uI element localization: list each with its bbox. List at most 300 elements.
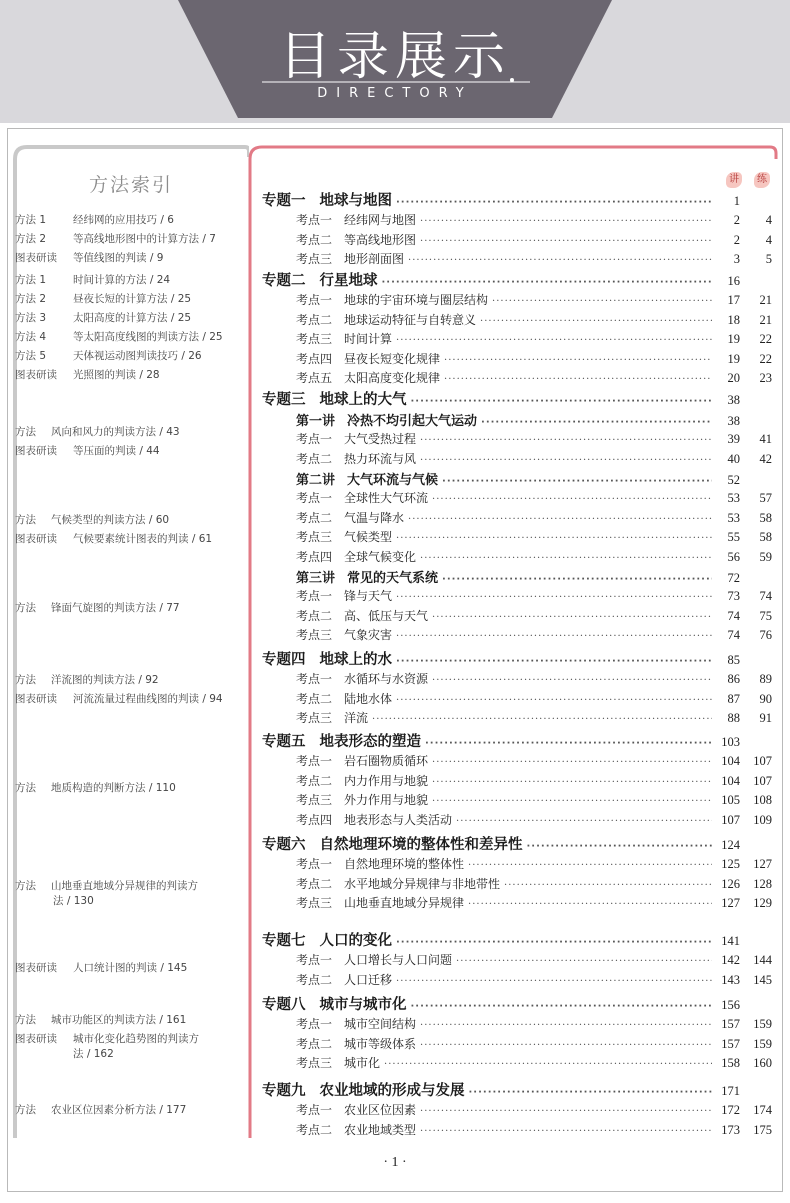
page-number: · 1 ·: [383, 1155, 407, 1170]
toc-point-number: 考点三: [296, 793, 333, 807]
toc-point[interactable]: [296, 1015, 772, 1032]
page-lecture: 56: [727, 549, 740, 564]
page-practice: 90: [759, 691, 772, 706]
toc-section[interactable]: [296, 469, 772, 488]
leader-dots: [396, 335, 712, 346]
header-banner: [0, 0, 790, 123]
page-practice: 4: [765, 232, 772, 247]
toc-topic-number: 专题八: [262, 997, 306, 1013]
toc-point[interactable]: [296, 607, 772, 624]
toc-point[interactable]: [296, 855, 772, 872]
method-kind: 图表研读: [15, 1033, 57, 1045]
toc-point[interactable]: [296, 670, 772, 687]
toc-topic-number: 专题五: [262, 734, 306, 750]
leader-dots: [432, 796, 712, 807]
toc-point[interactable]: [296, 690, 772, 707]
toc-topic[interactable]: [262, 648, 772, 669]
toc-point[interactable]: [296, 811, 772, 828]
toc-point-title: 城市等级体系: [344, 1036, 417, 1051]
toc-point-number: 考点一: [296, 754, 333, 768]
toc-point-title: 人口增长与人口问题: [344, 953, 453, 967]
page-practice: 128: [753, 876, 772, 891]
method-kind: 图表研读: [15, 693, 57, 705]
toc-point-title: 大气受热过程: [344, 432, 417, 446]
leader-dots: [432, 612, 712, 623]
method-entry: [15, 292, 243, 307]
method-entry: [15, 330, 243, 345]
leader-dots: [481, 417, 712, 428]
leader-dots: [420, 236, 712, 247]
method-kind: 方法 2: [15, 293, 47, 305]
toc-topic-number: 专题九: [262, 1083, 306, 1099]
page-lecture: 53: [727, 510, 740, 525]
toc-point[interactable]: [296, 772, 772, 789]
method-text: 太阳高度的计算方法 / 25: [73, 312, 192, 324]
toc-topic-number: 专题二: [262, 273, 306, 289]
toc-point[interactable]: [296, 875, 772, 892]
leader-dots: [408, 255, 712, 266]
toc-point-title: 太阳高度变化规律: [344, 371, 441, 385]
method-kind: 图表研读: [15, 533, 57, 545]
leader-dots: [384, 1059, 712, 1070]
method-kind: 方法 3: [15, 312, 47, 324]
method-entry: [15, 513, 243, 528]
leader-dots: [396, 197, 712, 208]
toc-point[interactable]: [296, 587, 772, 604]
method-entry: [15, 961, 243, 976]
toc-point[interactable]: [296, 291, 772, 308]
toc-point-number: 考点三: [296, 1056, 333, 1070]
leader-dots: [411, 396, 713, 407]
method-entry: [15, 368, 243, 383]
page-lecture: 38: [727, 393, 740, 407]
method-kind: 图表研读: [15, 369, 57, 381]
page-lecture: 103: [721, 735, 740, 749]
page-lecture: 88: [727, 711, 740, 725]
leader-dots: [456, 956, 712, 967]
leader-dots: [468, 899, 712, 910]
toc-point[interactable]: [296, 250, 772, 267]
leader-dots: [396, 631, 712, 642]
toc-point-title: 高、低压与天气: [344, 608, 429, 623]
leader-dots: [382, 277, 713, 288]
toc-point[interactable]: [296, 894, 772, 911]
page-practice: 23: [759, 371, 772, 385]
toc-topic[interactable]: [262, 269, 772, 290]
toc-point[interactable]: [296, 791, 772, 808]
toc-point[interactable]: [296, 430, 772, 447]
leader-dots: [411, 1001, 713, 1012]
page-practice: 5: [765, 252, 772, 266]
toc-point[interactable]: [296, 1035, 772, 1052]
page-lecture: 127: [721, 896, 740, 910]
method-kind: 图表研读: [15, 252, 57, 264]
toc-point-number: 考点一: [296, 1017, 333, 1031]
method-text: 气候要素统计图表的判读 / 61: [73, 533, 213, 545]
page-practice: 127: [753, 857, 772, 871]
leader-dots: [468, 860, 712, 871]
toc-topic[interactable]: [262, 730, 772, 751]
method-text: 洋流图的判读方法 / 92: [51, 674, 159, 686]
toc-section-title: 常见的天气系统: [347, 571, 439, 586]
toc-point-title: 地球的宇宙环境与圈层结构: [344, 293, 489, 307]
legend-lian-icon: 练: [754, 172, 770, 188]
toc-point-title: 人口迁移: [344, 972, 393, 987]
page-lecture: 87: [727, 691, 740, 706]
toc-point-number: 考点四: [296, 549, 333, 564]
toc-section-title: 大气环流与气候: [347, 473, 439, 488]
toc-point-number: 考点二: [296, 773, 333, 788]
toc-topic[interactable]: [262, 1079, 772, 1100]
toc-point-number: 考点一: [296, 432, 333, 446]
method-kind: 图表研读: [15, 445, 57, 457]
toc-point-title: 内力作用与地貌: [344, 773, 429, 788]
method-entry: [15, 425, 243, 440]
page-practice: 129: [753, 896, 772, 910]
toc-point-title: 热力环流与风: [344, 451, 417, 466]
toc-point-title: 气候类型: [344, 530, 393, 544]
page-lecture: 16: [727, 274, 740, 288]
page-practice: 91: [759, 711, 772, 725]
page-lecture: 20: [727, 371, 740, 385]
toc-topic[interactable]: [262, 929, 772, 950]
page-lecture: 142: [721, 953, 740, 967]
method-text: 经纬网的应用技巧 / 6: [73, 214, 174, 226]
toc-point-title: 外力作用与地貌: [344, 793, 429, 807]
method-text: 河流流量过程曲线图的判读 / 94: [73, 693, 223, 705]
method-text: 地质构造的判断方法 / 110: [51, 782, 176, 794]
toc-point-title: 昼夜长短变化规律: [344, 351, 441, 366]
page-lecture: 141: [721, 934, 740, 948]
toc-point[interactable]: [296, 231, 772, 248]
method-text-continued: 法 / 130: [53, 895, 94, 907]
page-lecture: 105: [721, 793, 740, 807]
toc-point-title: 岩石圈物质循环: [344, 754, 429, 768]
toc-section-number: 第一讲: [296, 414, 336, 429]
method-index-title: 方法索引: [88, 174, 173, 196]
method-entry: [15, 349, 243, 364]
method-text: 山地垂直地域分异规律的判读方: [51, 880, 198, 892]
method-kind: 方法 4: [15, 331, 47, 343]
page-lecture: 38: [727, 414, 740, 428]
page-practice: 22: [759, 351, 772, 366]
method-text: 时间计算的方法 / 24: [73, 274, 171, 286]
toc-point-number: 考点三: [296, 252, 333, 266]
toc-point-title: 全球气候变化: [344, 549, 417, 564]
method-entry: [15, 781, 243, 796]
method-text: 天体视运动图判读技巧 / 26: [73, 350, 202, 362]
method-entry: [15, 692, 243, 707]
page-lecture: 156: [721, 998, 740, 1012]
toc-topic-title: 地表形态的塑造: [319, 734, 421, 750]
method-kind: 方法 2: [15, 233, 47, 245]
toc-point-title: 地形剖面图: [344, 252, 405, 266]
page-practice: 159: [753, 1036, 772, 1051]
toc-section-number: 第三讲: [296, 571, 336, 586]
legend-jiang-icon: 讲: [726, 172, 742, 188]
page-lecture: 17: [727, 293, 740, 307]
toc-point-number: 考点一: [296, 1103, 333, 1117]
toc-point-title: 经纬网与地图: [344, 213, 417, 227]
toc-point[interactable]: [296, 1121, 772, 1138]
toc-topic-title: 自然地理环境的整体性和差异性: [319, 837, 523, 853]
toc-topic-title: 人口的变化: [319, 933, 392, 949]
method-text-continued: 法 / 162: [73, 1048, 114, 1060]
leader-dots: [442, 476, 712, 487]
toc-topic[interactable]: [262, 388, 772, 409]
toc-point-title: 陆地水体: [344, 691, 393, 706]
page-lecture: 39: [727, 432, 740, 446]
method-text: 城市功能区的判读方法 / 161: [51, 1014, 187, 1026]
toc-point-number: 考点一: [296, 491, 333, 505]
method-kind: 方法: [15, 880, 36, 892]
method-entry: [15, 673, 243, 688]
toc-point[interactable]: [296, 528, 772, 545]
method-text: 等太阳高度线图的判读方法 / 25: [73, 331, 223, 343]
toc-section-number: 第二讲: [296, 473, 336, 488]
page-lecture: 157: [721, 1036, 740, 1051]
page-lecture: 40: [727, 451, 740, 466]
leader-dots: [444, 374, 712, 385]
page-practice: 108: [753, 793, 772, 807]
page-lecture: 19: [727, 332, 740, 346]
method-kind: 方法: [15, 1014, 36, 1026]
toc-topic-title: 地球上的水: [319, 652, 392, 668]
method-kind: 方法: [15, 782, 36, 794]
leader-dots: [504, 880, 712, 891]
leader-dots: [420, 1126, 712, 1137]
toc-point-number: 考点四: [296, 351, 333, 366]
toc-point-number: 考点三: [296, 530, 333, 544]
leader-dots: [420, 1020, 712, 1031]
page-practice: 160: [753, 1056, 772, 1070]
toc-topic-title: 城市与城市化: [319, 997, 407, 1013]
toc-point-title: 时间计算: [344, 332, 393, 346]
leader-dots: [372, 714, 712, 725]
toc-point[interactable]: [296, 971, 772, 988]
page-practice: 145: [753, 972, 772, 987]
page-lecture: 104: [721, 754, 740, 768]
method-text: 风向和风力的判读方法 / 43: [51, 426, 180, 438]
method-kind: 方法 1: [15, 214, 47, 226]
toc-point-title: 自然地理环境的整体性: [344, 857, 465, 871]
toc-point-number: 考点四: [296, 812, 333, 827]
page-lecture: 53: [727, 491, 740, 505]
method-entry: [15, 213, 243, 228]
page-practice: 59: [759, 549, 772, 564]
toc-section[interactable]: [296, 410, 772, 429]
page-lecture: 158: [721, 1056, 740, 1070]
toc-point-number: 考点二: [296, 232, 333, 247]
toc-point[interactable]: [296, 709, 772, 726]
toc-point-number: 考点二: [296, 1036, 333, 1051]
toc-point-title: 城市化: [344, 1056, 381, 1070]
leader-dots: [432, 494, 712, 505]
toc-point[interactable]: [296, 311, 772, 328]
page-lecture: 126: [721, 876, 740, 891]
method-entry: [15, 1032, 243, 1062]
toc-point-number: 考点三: [296, 711, 333, 725]
page-practice: 22: [759, 332, 772, 346]
toc-point-title: 农业地域类型: [344, 1122, 417, 1137]
toc-topic-number: 专题七: [262, 933, 306, 949]
leader-dots: [432, 777, 712, 788]
toc-point-number: 考点一: [296, 589, 333, 603]
toc-point[interactable]: [296, 489, 772, 506]
toc-point-number: 考点三: [296, 332, 333, 346]
method-entry: [15, 879, 243, 909]
leader-dots: [420, 216, 712, 227]
method-kind: 方法 1: [15, 274, 47, 286]
toc-point-number: 考点三: [296, 896, 333, 910]
page-lecture: 72: [727, 571, 740, 585]
page-lecture: 125: [721, 857, 740, 871]
toc-topic-title: 地球与地图: [319, 193, 392, 209]
toc-point-number: 考点二: [296, 312, 333, 327]
page-practice: 41: [759, 432, 772, 446]
leader-dots: [469, 1087, 713, 1098]
method-text: 锋面气旋图的判读方法 / 77: [51, 602, 180, 614]
toc-section-title: 冷热不均引起大气运动: [347, 414, 478, 429]
page-lecture: 18: [727, 312, 740, 327]
leader-dots: [396, 937, 712, 948]
leader-dots: [408, 514, 712, 525]
toc-point-number: 考点一: [296, 293, 333, 307]
leader-dots: [396, 656, 712, 667]
toc-point-number: 考点五: [296, 371, 333, 385]
page-lecture: 2: [733, 213, 740, 227]
toc-point-number: 考点二: [296, 608, 333, 623]
toc-point[interactable]: [296, 951, 772, 968]
toc-topic-number: 专题三: [262, 392, 306, 408]
page-lecture: 74: [727, 628, 740, 642]
method-text: 城市化变化趋势图的判读方: [73, 1033, 199, 1045]
page-lecture: 73: [727, 589, 740, 603]
leader-dots: [456, 816, 712, 827]
toc-point-number: 考点一: [296, 672, 333, 686]
method-entry: [15, 273, 243, 288]
toc-topic-title: 地球上的大气: [319, 392, 407, 408]
method-text: 气候类型的判读方法 / 60: [51, 514, 170, 526]
leader-dots: [444, 355, 712, 366]
toc-point-number: 考点二: [296, 691, 333, 706]
method-entry: [15, 311, 243, 326]
leader-dots: [420, 455, 712, 466]
toc-topic-title: 行星地球: [319, 273, 378, 289]
toc-point[interactable]: [296, 509, 772, 526]
leader-dots: [442, 574, 712, 585]
toc-point-number: 考点一: [296, 213, 333, 227]
toc-point[interactable]: [296, 350, 772, 367]
method-text: 等压面的判读 / 44: [73, 445, 160, 457]
page-lecture: 55: [727, 530, 740, 544]
method-entry: [15, 532, 243, 547]
page-practice: 58: [759, 530, 772, 544]
toc-topic-number: 专题四: [262, 652, 306, 668]
method-entry: [15, 251, 243, 266]
method-entry: [15, 601, 243, 616]
toc-topic[interactable]: [262, 833, 772, 854]
method-text: 人口统计图的判读 / 145: [73, 962, 188, 974]
page-lecture: 171: [721, 1084, 740, 1098]
toc-point-title: 洋流: [344, 711, 369, 725]
toc-point-number: 考点三: [296, 628, 333, 642]
leader-dots: [420, 553, 712, 564]
page-lecture: 86: [727, 672, 740, 686]
page-lecture: 52: [727, 473, 740, 487]
method-entry: [15, 232, 243, 247]
page-practice: 107: [753, 754, 772, 768]
leader-dots: [480, 316, 712, 327]
page-practice: 42: [759, 451, 772, 466]
method-index: [13, 145, 249, 1138]
page-practice: 174: [753, 1103, 772, 1117]
toc-point[interactable]: [296, 450, 772, 467]
page-practice: 159: [753, 1017, 772, 1031]
leader-dots: [396, 695, 712, 706]
method-kind: 方法: [15, 426, 36, 438]
page-lecture: 3: [733, 252, 740, 266]
toc-point[interactable]: [296, 1101, 772, 1118]
page-lecture: 157: [721, 1017, 740, 1031]
page-practice: 109: [753, 812, 772, 827]
page-lecture: 107: [721, 812, 740, 827]
toc-point-title: 城市空间结构: [344, 1017, 417, 1031]
page-practice: 144: [753, 953, 772, 967]
leader-dots: [420, 1040, 712, 1051]
toc-topic-number: 专题六: [262, 837, 306, 853]
leader-dots: [396, 533, 712, 544]
toc-point[interactable]: [296, 626, 772, 643]
toc-point-number: 考点二: [296, 1122, 333, 1137]
method-kind: 图表研读: [15, 962, 57, 974]
toc-point-number: 考点一: [296, 857, 333, 871]
method-entry: [15, 1103, 243, 1118]
method-text: 昼夜长短的计算方法 / 25: [73, 293, 192, 305]
toc-point-number: 考点一: [296, 953, 333, 967]
toc-point[interactable]: [296, 330, 772, 347]
toc-point-title: 等高线地形图: [344, 232, 417, 247]
method-kind: 方法: [15, 674, 36, 686]
page-lecture: 19: [727, 351, 740, 366]
method-kind: 方法: [15, 602, 36, 614]
toc-point[interactable]: [296, 548, 772, 565]
page-practice: 175: [753, 1122, 772, 1137]
toc-point-title: 气温与降水: [344, 510, 405, 525]
method-entry: [15, 1013, 243, 1028]
method-text: 等高线地形图中的计算方法 / 7: [73, 233, 216, 245]
page-practice: 74: [759, 589, 772, 603]
toc-point-number: 考点二: [296, 451, 333, 466]
page-practice: 107: [753, 773, 772, 788]
toc-point[interactable]: [296, 1054, 772, 1071]
toc-point[interactable]: [296, 369, 772, 386]
page-lecture: 74: [727, 608, 740, 623]
page-practice: 4: [765, 213, 772, 227]
toc-point-title: 农业区位因素: [344, 1103, 417, 1117]
toc-point[interactable]: [296, 752, 772, 769]
leader-dots: [420, 435, 712, 446]
leader-dots: [425, 738, 712, 749]
toc-section[interactable]: [296, 567, 772, 586]
toc-point[interactable]: [296, 211, 772, 228]
leader-dots: [396, 592, 712, 603]
toc-topic[interactable]: [262, 993, 772, 1014]
page-lecture: 172: [721, 1103, 740, 1117]
toc-point-title: 锋与天气: [344, 589, 393, 603]
toc-topic[interactable]: [262, 189, 772, 210]
page-practice: 21: [759, 312, 772, 327]
